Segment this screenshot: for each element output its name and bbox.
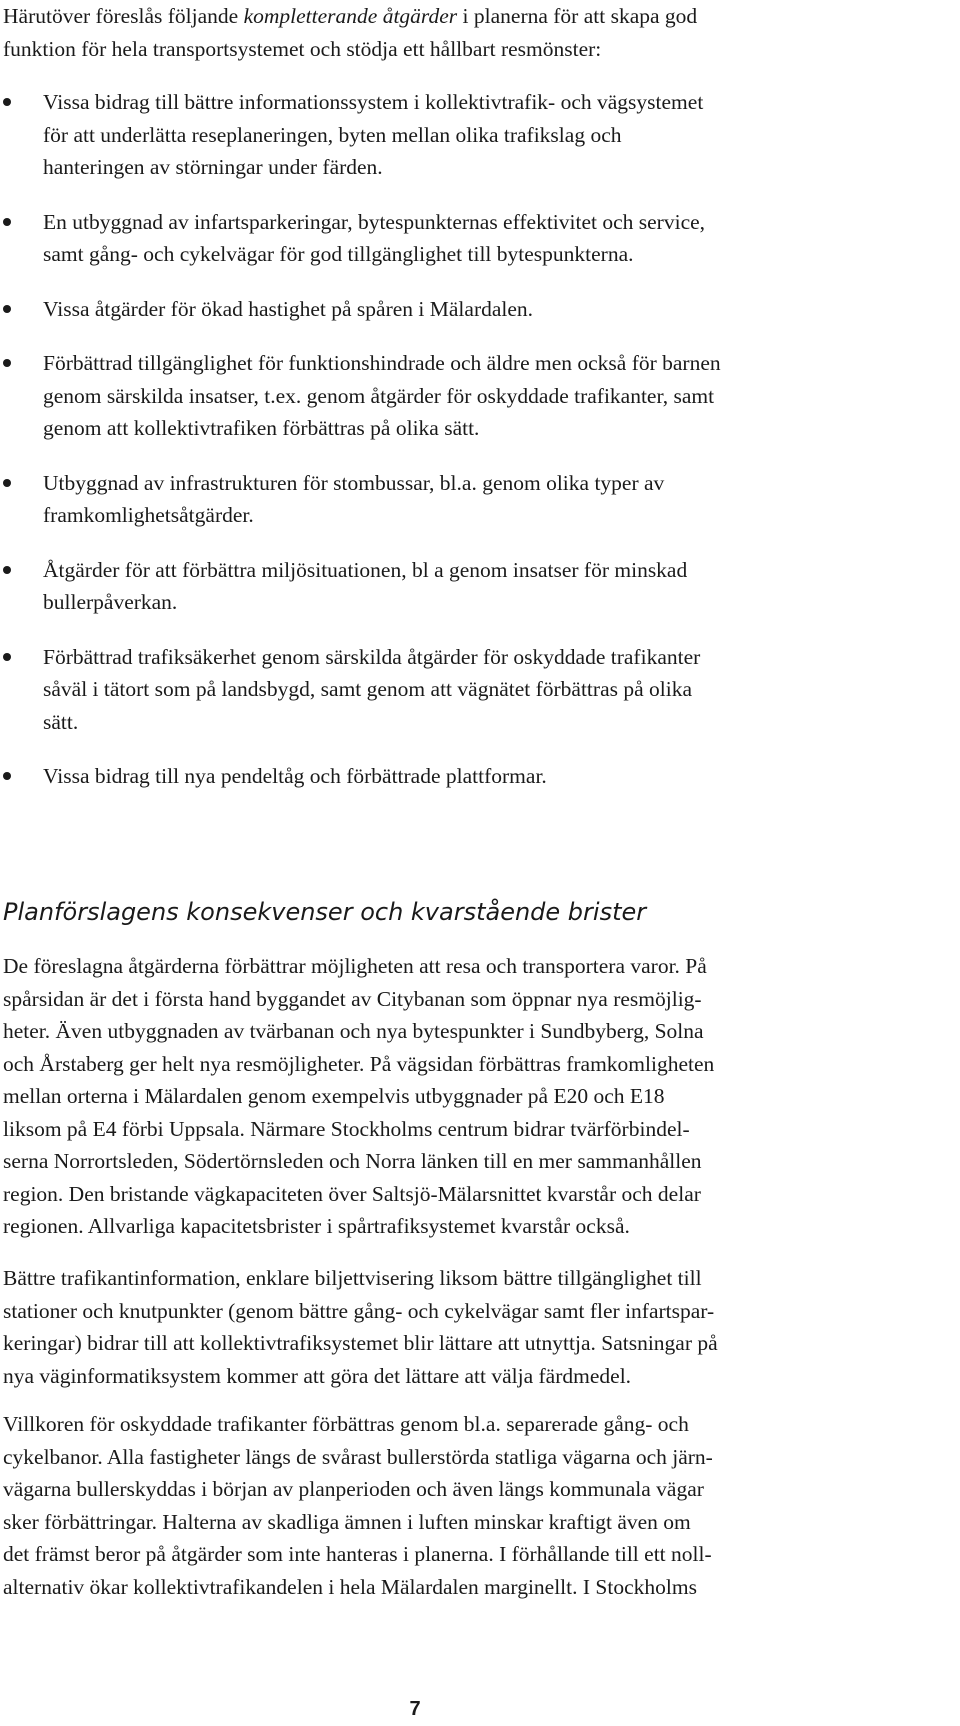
bullet-line: för att underlätta reseplaneringen, byten mellan olika trafikslag och [43,122,622,147]
bullet-item [0,760,948,793]
section-heading: Planförslagens konsekvenser och kvarstående brister [3,898,647,926]
paragraph-line: mellan orterna i Mälardalen genom exempelvis utbyggnader på E20 och E18 [3,1084,665,1108]
paragraph-line: Villkoren för oskyddade trafikanter förbättras genom bl.a. separerade gång- och [3,1412,689,1436]
bullet-item [0,293,948,326]
paragraph-line: det främst beror på åtgärder som inte hanteras i planerna. I förhållande till ett noll- [3,1542,712,1566]
body-paragraph-vulnerable-road-users [3,1408,948,1603]
bullet-dot-icon [3,479,11,487]
paragraph-line: region. Den bristande vägkapaciteten över Saltsjö-Mälarsnittet kvarstår och delar [3,1181,701,1206]
bullet-line: sätt. [43,709,79,734]
bullet-dot-icon [3,305,11,313]
bullet-dot-icon [3,653,11,661]
bullet-item [0,347,948,445]
paragraph-line: vägarna bullerskyddas i början av planperioden och även längs kommunala vägar [3,1477,704,1501]
bullet-item [0,467,948,532]
bullet-line: Förbättrad trafiksäkerhet genom särskilda åtgärder för oskyddade trafikanter [43,644,701,669]
measures-bullet-list [0,86,960,815]
bullet-line: såväl i tätort som på landsbygd, samt genom att vägnätet förbättras på olika [43,677,693,701]
bullet-item [0,554,948,619]
bullet-line: bullerpåverkan. [43,590,178,614]
paragraph-line: nya väginformatiksystem kommer att göra det lättare att välja färdmedel. [3,1363,632,1388]
paragraph-line: De föreslagna åtgärderna förbättrar möjligheten att resa och transportera varor. På [3,954,707,978]
paragraph-line: heter. Även utbyggnaden av tvärbanan och nya bytespunkter i Sundbyberg, Solna [3,1019,704,1043]
paragraph-line: keringar) bidrar till att kollektivtrafiksystemet blir lättare att utnyttja. Satsningar på [3,1331,718,1355]
intro-paragraph [3,0,948,65]
intro-line-1: Härutöver föreslås följande kompletterande åtgärder i planerna för att skapa god [3,4,698,28]
bullet-item [0,206,948,271]
bullet-line: Vissa bidrag till bättre informationssystem i kollektivtrafik- och vägsystemet [43,90,704,114]
paragraph-line: regionen. Allvarliga kapacitetsbrister i spårtrafiksystemet kvarstår också. [3,1214,630,1238]
bullet-line: framkomlighetsåtgärder. [43,503,254,527]
bullet-dot-icon [3,359,11,367]
bullet-line: Förbättrad tillgänglighet för funktionshindrade och äldre men också för barnen [43,351,721,375]
bullet-item [0,641,948,739]
paragraph-line: alternativ ökar kollektivtrafikandelen i hela Mälardalen marginellt. I Stockholms [3,1574,697,1599]
bullet-line: samt gång- och cykelvägar för god tillgänglighet till bytespunkterna. [43,242,634,266]
paragraph-line: sker förbättringar. Halterna av skadliga ämnen i luften minskar kraftigt även om [3,1509,691,1534]
body-paragraph-information [3,1262,948,1392]
page-number: 7 [409,1698,421,1720]
paragraph-line: cykelbanor. Alla fastigheter längs de svårast bullerstörda statliga vägarna och järn- [3,1444,713,1469]
bullet-line: Åtgärder för att förbättra miljösituationen, bl a genom insatser för minskad [43,557,688,582]
bullet-dot-icon [3,98,11,106]
paragraph-line: stationer och knutpunkter (genom bättre gång- och cykelvägar samt fler infartspar- [3,1298,715,1323]
body-paragraph-consequences [3,950,948,1243]
bullet-dot-icon [3,566,11,574]
bullet-line: hanteringen av störningar under färden. [43,155,383,179]
bullet-dot-icon [3,772,11,780]
bullet-line: Utbyggnad av infrastrukturen för stombussar, bl.a. genom olika typer av [43,470,665,495]
paragraph-line: spårsidan är det i första hand byggandet av Citybanan som öppnar nya resmöjlig- [3,986,702,1011]
intro-line-2: funktion för hela transportsystemet och stödja ett hållbart resmönster: [3,36,602,61]
paragraph-line: Bättre trafikantinformation, enklare biljettvisering liksom bättre tillgänglighet till [3,1266,702,1290]
bullet-line: Vissa åtgärder för ökad hastighet på spåren i Mälardalen. [43,296,534,321]
bullet-item [0,86,948,184]
paragraph-line: och Årstaberg ger helt nya resmöjligheter. På vägsidan förbättras framkomligheten [3,1051,715,1076]
bullet-line: Vissa bidrag till nya pendeltåg och förbättrade plattformar. [43,764,547,788]
intro-emphasis: kompletterande åtgärder [243,4,458,28]
paragraph-line: liksom på E4 förbi Uppsala. Närmare Stockholms centrum bidrar tvärförbindel- [3,1116,690,1141]
bullet-dot-icon [3,218,11,226]
bullet-line: genom särskilda insatser, t.ex. genom åtgärder för oskyddade trafikanter, samt [43,383,715,408]
bullet-line: genom att kollektivtrafiken förbättras på olika sätt. [43,416,480,440]
paragraph-line: serna Norrortsleden, Södertörnsleden och Norra länken till en mer sammanhållen [3,1149,702,1173]
bullet-line: En utbyggnad av infartsparkeringar, bytespunkternas effektivitet och service, [43,209,706,234]
